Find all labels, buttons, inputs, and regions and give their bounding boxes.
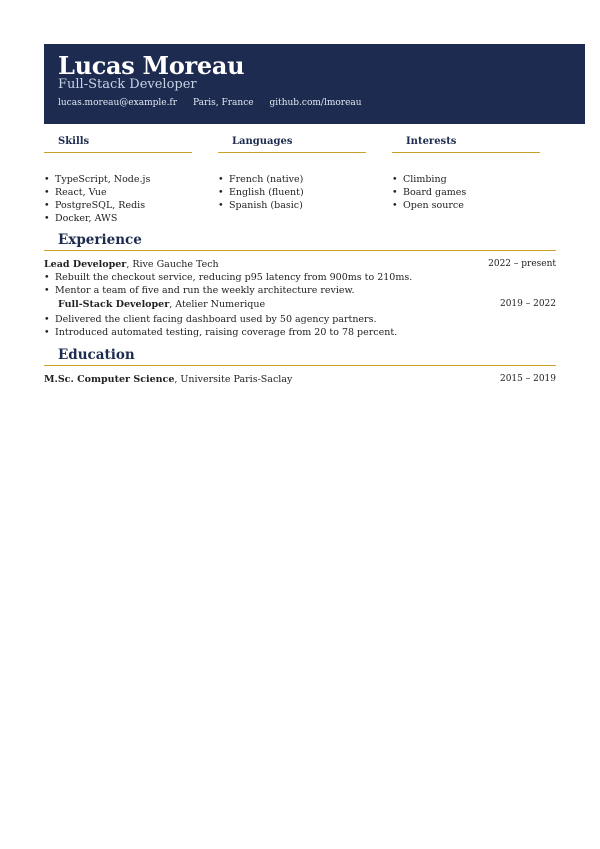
list-item: • Spanish (basic) (218, 199, 366, 212)
list-item: • Climbing (392, 173, 540, 186)
experience-heading (44, 232, 556, 251)
job-company: , Atelier Numerique (169, 299, 266, 310)
list-item: • TypeScript, Node.js (44, 173, 192, 186)
job-dates: 2022 – present (488, 259, 556, 269)
job-dates: 2019 – 2022 (499, 299, 556, 309)
resume-header (44, 44, 585, 124)
list-item: • Open source (392, 199, 540, 212)
job-bullet: • Introduced automated testing, raising coverage from 20 to 78 percent. (44, 326, 397, 339)
list-item: • React, Vue (44, 186, 192, 199)
job-company: , Rive Gauche Tech (126, 259, 219, 270)
job-position: Lead Developer (44, 259, 127, 270)
job-bullet: • Delivered the client facing dashboard used by 50 agency partners. (44, 313, 377, 326)
interests-list (392, 173, 540, 212)
contact-line (58, 98, 375, 108)
skills-title: Skills (44, 136, 192, 153)
interests-column (392, 136, 540, 212)
languages-column (218, 136, 366, 212)
skills-column (44, 136, 192, 225)
school: , Universite Paris-Saclay (174, 374, 293, 385)
list-item: • Board games (392, 186, 540, 199)
location-text: Paris, France (192, 98, 254, 108)
job-title: Full-Stack Developer (58, 77, 197, 92)
person-name: Lucas Moreau (58, 51, 245, 80)
job-bullet: • Rebuilt the checkout service, reducing p95 latency from 900ms to 210ms. (44, 271, 412, 284)
job-bullet: • Mentor a team of five and run the weekly architecture review. (44, 284, 355, 297)
list-item: • English (fluent) (218, 186, 366, 199)
github-text: github.com/lmoreau (269, 98, 362, 108)
list-item: • Docker, AWS (44, 212, 192, 225)
education-entry (44, 373, 556, 386)
job-entry (58, 298, 556, 311)
job-position: Full-Stack Developer (58, 299, 170, 310)
experience-title: Experience (58, 232, 142, 248)
education-dates: 2015 – 2019 (499, 374, 556, 384)
degree: M.Sc. Computer Science (44, 374, 175, 385)
skills-list (44, 173, 192, 225)
education-heading (44, 347, 556, 366)
job-entry (44, 258, 556, 271)
list-item: • PostgreSQL, Redis (44, 199, 192, 212)
education-title: Education (58, 347, 135, 363)
languages-title: Languages (218, 136, 366, 153)
languages-list (218, 173, 366, 212)
email-text: lucas.moreau@example.fr (58, 98, 178, 108)
interests-title: Interests (392, 136, 540, 153)
list-item: • French (native) (218, 173, 366, 186)
